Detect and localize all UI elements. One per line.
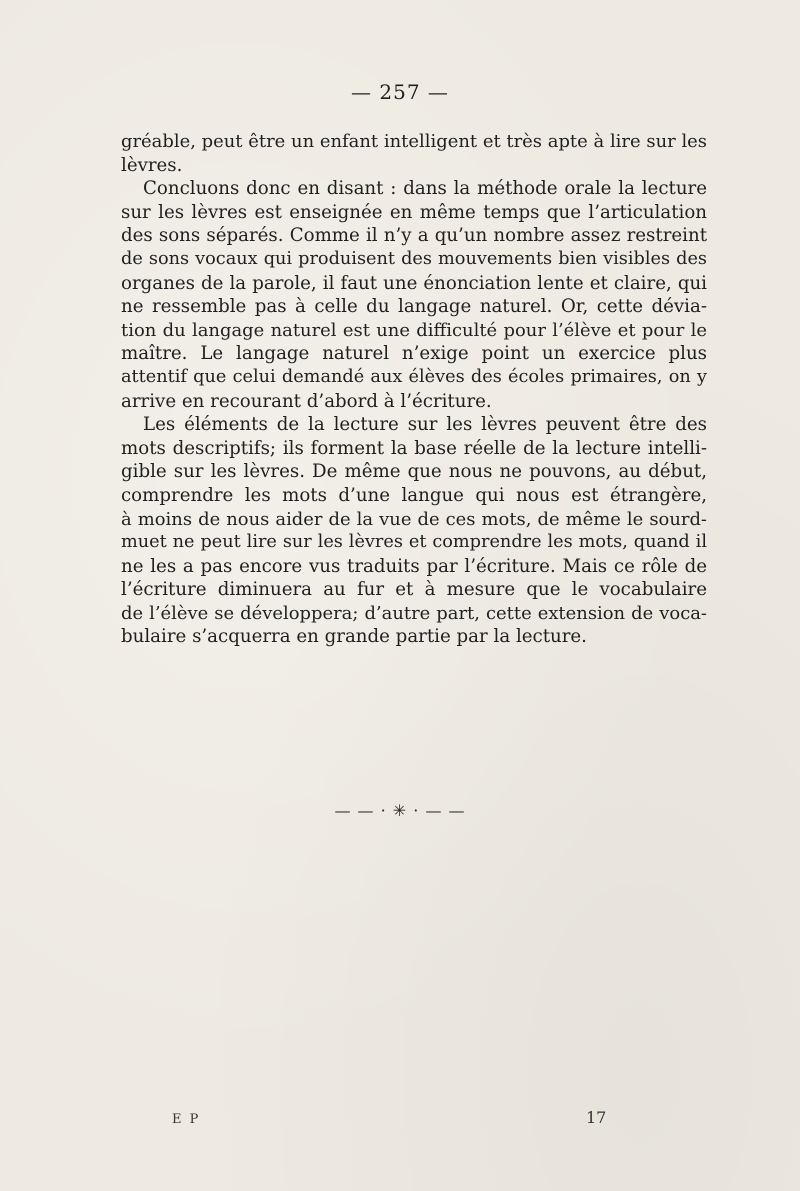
text-line: muet ne peut lire sur les lèvres et comprendre les mots, quand il xyxy=(121,532,707,553)
text-line: de l’élève se développera; d’autre part, cette extension de voca- xyxy=(121,602,707,624)
page-number: — 257 — xyxy=(351,80,449,104)
text-line: tion du langage naturel est une difficulté pour l’élève et pour le xyxy=(121,319,707,341)
text-line: comprendre les mots d’une langue qui nous est étrangère, xyxy=(121,484,707,506)
section-separator: — — · ✳ · — — xyxy=(334,801,466,820)
text-line: arrive en recourant d’abord à l’écriture. xyxy=(121,390,492,412)
paragraph xyxy=(121,413,707,649)
paragraph xyxy=(121,177,707,413)
text-line: ne ressemble pas à celle du langage naturel. Or, cette dévia- xyxy=(121,296,707,318)
text-line: gible sur les lèvres. De même que nous ne pouvons, au début, xyxy=(121,461,707,483)
paragraph xyxy=(121,130,707,177)
signature-mark: E P xyxy=(172,1112,201,1127)
text-line: lèvres. xyxy=(121,154,183,176)
text-line: des sons séparés. Comme il n’y a qu’un nombre assez restreint xyxy=(121,225,707,247)
text-line: organes de la parole, il faut une énonciation lente et claire, qui xyxy=(121,272,707,294)
body-text xyxy=(121,130,707,649)
text-line: bulaire s’acquerra en grande partie par la lecture. xyxy=(121,626,587,648)
sheet-number: 17 xyxy=(586,1108,607,1127)
text-line: Concluons donc en disant : dans la méthode orale la lecture xyxy=(143,178,707,200)
text-line: ne les a pas encore vus traduits par l’écriture. Mais ce rôle de xyxy=(121,555,707,577)
text-line: mots descriptifs; ils forment la base réelle de la lecture intelli- xyxy=(121,437,707,459)
text-line: Les éléments de la lecture sur les lèvres peuvent être des xyxy=(143,414,707,436)
text-line: sur les lèvres est enseignée en même temps que l’articulation xyxy=(121,201,707,223)
text-line: attentif que celui demandé aux élèves des écoles primaires, on y xyxy=(121,366,707,387)
text-line: l’écriture diminuera au fur et à mesure que le vocabulaire xyxy=(121,579,707,601)
text-line: à moins de nous aider de la vue de ces mots, de même le sourd- xyxy=(121,508,707,530)
text-line: maître. Le langage naturel n’exige point un exercice plus xyxy=(121,343,707,365)
text-line: gréable, peut être un enfant intelligent et très apte à lire sur les xyxy=(121,131,707,152)
text-line: de sons vocaux qui produisent des mouvements bien visibles des xyxy=(121,248,707,269)
